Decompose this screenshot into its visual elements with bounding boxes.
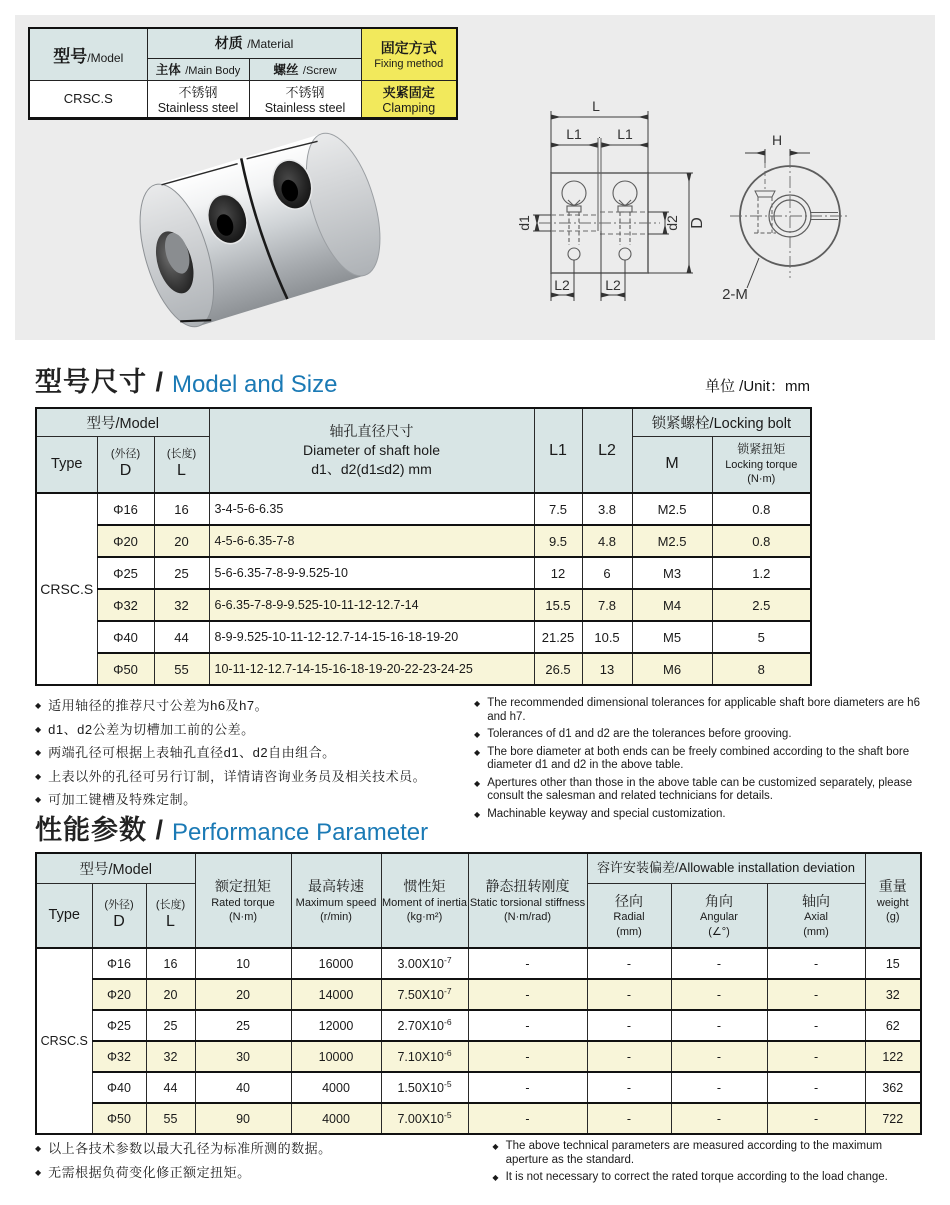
unit-label: 单位 /Unit：mm [704,378,810,395]
table-cell: 6 [582,557,632,589]
table-cell: - [587,1103,671,1134]
table-cell: - [767,1010,865,1041]
table-cell: 55 [154,653,209,685]
table-cell: $7.10X10^{-6}$ [381,1041,468,1072]
table-cell: 0.8 [712,525,811,557]
table-cell: 4000 [291,1103,381,1134]
table-cell: 40 [195,1072,291,1103]
screw-material-value: 不锈钢 Stainless steel [249,80,361,118]
bullet-icon: ◆ [35,795,42,805]
table-cell: 62 [865,1010,921,1041]
svg-text:H: H [771,132,783,148]
table-cell: $1.50X10^{-5}$ [381,1072,468,1103]
model-type-cell: CRSC.S [36,948,92,1134]
table-cell: 5 [712,621,811,653]
table-cell: M6 [632,653,712,685]
table-cell: Φ16 [92,948,146,979]
col-shaft-hole-diameter: 轴孔直径尺寸 Diameter of shaft hole d1、d2(d1≤d2) mm [209,408,534,493]
table-cell: 55 [146,1103,195,1134]
table-cell: - [468,1010,587,1041]
table-cell: - [587,1072,671,1103]
note-text: The recommended dimensional tolerances for applicable shaft bore diameters are h6 and h7. [487,697,920,723]
bullet-icon: ◆ [474,699,481,708]
svg-text:2-M: 2-M [722,286,748,303]
note-text: It is not necessary to correct the rated torque according to the load change. [505,1171,888,1184]
col-l1: L1 [534,408,582,493]
table-cell: 21.25 [534,621,582,653]
table-cell: 8-9-9.525-10-11-12-12.7-14-15-16-18-19-20 [209,621,534,653]
table-cell: 4.8 [582,525,632,557]
col-axial: 轴向 Axial (mm) [767,883,865,948]
section-title-cn: 型号尺寸 / [35,367,165,397]
note-item [35,697,474,715]
note-item [474,746,920,773]
note-text: 无需根据负荷变化修正额定扭矩。 [48,1164,251,1180]
bullet-icon: ◆ [474,809,481,819]
table-cell: 90 [195,1103,291,1134]
table-row [36,589,811,621]
note-text: d1、d2公差为切槽加工前的公差。 [48,721,255,737]
col-group-model: 型号/Model [36,853,195,883]
table-row [36,653,811,685]
table-cell: 1.2 [712,557,811,589]
note-text: 上表以外的孔径可另行订制，详情请咨询业务员及相关技术员。 [48,768,427,784]
table-cell: 0.8 [712,493,811,525]
table-row [36,621,811,653]
table-row [36,948,921,979]
table-cell: 12000 [291,1010,381,1041]
table-cell: 14000 [291,979,381,1010]
svg-text:L2: L2 [605,277,621,293]
table-cell: 16 [154,493,209,525]
table-row [36,979,921,1010]
table-cell: - [767,948,865,979]
table-cell: 32 [865,979,921,1010]
performance-section-heading [35,808,920,847]
note-text: Machinable keyway and special customization. [487,807,726,820]
table-cell: Φ50 [92,1103,146,1134]
table-cell: 3-4-5-6-6.35 [209,493,534,525]
table-row [36,557,811,589]
note-item [492,1171,920,1185]
table-cell: 3.8 [582,493,632,525]
size-notes-en [474,697,920,826]
performance-notes [35,1140,920,1189]
table-cell: M3 [632,557,712,589]
svg-text:D: D [689,217,706,229]
table-cell: $3.00X10^{-7}$ [381,948,468,979]
model-value: CRSC.S [29,80,147,118]
table-row [36,493,811,525]
table-cell: 20 [195,979,291,1010]
table-cell: - [468,979,587,1010]
col-outer-diameter: (外径) D [92,883,146,948]
table-cell: - [468,1041,587,1072]
bullet-icon: ◆ [35,1144,42,1153]
table-cell: 4-5-6-6.35-7-8 [209,525,534,557]
section-title-en: Performance Parameter [172,819,429,846]
table-cell: 7.5 [534,493,582,525]
svg-text:L1: L1 [617,126,633,142]
table-cell: 44 [154,621,209,653]
col-locking-torque: 锁紧扭矩 Locking torque (N·m) [712,436,811,493]
col-length: (长度) L [146,883,195,948]
table-cell: - [671,1041,767,1072]
note-item [35,791,474,809]
col-length: (长度) L [154,436,209,493]
table-cell: 7.8 [582,589,632,621]
note-text: 适用轴径的推荐尺寸公差为h6及h7。 [48,698,269,713]
table-cell: Φ40 [92,1072,146,1103]
table-cell: M4 [632,589,712,621]
table-cell: 5-6-6.35-7-8-9-9.525-10 [209,557,534,589]
main-body-material-value: 不锈钢 Stainless steel [147,80,249,118]
table-cell: M5 [632,621,712,653]
table-cell: - [587,1041,671,1072]
table-cell: - [587,1010,671,1041]
performance-table [35,852,922,1135]
note-item [35,744,474,762]
bullet-icon: ◆ [35,771,42,781]
table-cell: 25 [195,1010,291,1041]
table-cell: 30 [195,1041,291,1072]
note-item [35,721,474,739]
col-moment-of-inertia: 惯性矩 Moment of inertia (kg·m²) [381,853,468,948]
table-cell: 15 [865,948,921,979]
col-main-body: 主体 /Main Body [147,58,249,80]
note-text: The above technical parameters are measured according to the maximum aperture as the standard. [505,1140,883,1166]
note-item [492,1140,920,1167]
table-cell: 16000 [291,948,381,979]
table-cell: - [767,979,865,1010]
col-rated-torque: 额定扭矩 Rated torque (N·m) [195,853,291,948]
table-cell: - [767,1041,865,1072]
col-weight: 重量 weight (g) [865,853,921,948]
table-cell: 6-6.35-7-8-9-9.525-10-11-12-12.7-14 [209,589,534,621]
model-type-cell: CRSC.S [36,493,97,685]
table-cell: Φ32 [92,1041,146,1072]
table-cell: 20 [146,979,195,1010]
note-text: 可加工键槽及特殊定制。 [48,792,197,808]
table-cell: 15.5 [534,589,582,621]
table-cell: Φ32 [97,589,154,621]
col-type: Type [36,436,97,493]
bullet-icon: ◆ [492,1173,499,1183]
note-text: 两端孔径可根据上表轴孔直径d1、d2自由组合。 [48,745,336,761]
note-text: Apertures other than those in the above table can be customized separately, please consult the salesman and related technicians for details. [487,776,913,803]
table-cell: 32 [154,589,209,621]
performance-notes-cn [35,1140,492,1189]
table-cell: 9.5 [534,525,582,557]
table-cell: 10.5 [582,621,632,653]
col-radial: 径向 Radial (mm) [587,883,671,948]
svg-text:L1: L1 [566,126,582,142]
bullet-icon: ◆ [35,1167,42,1177]
size-notes [35,697,920,826]
note-text: 以上各技术参数以最大孔径为标准所测的数据。 [48,1141,332,1156]
table-cell: 8 [712,653,811,685]
bullet-icon: ◆ [35,724,42,734]
table-cell: M2.5 [632,493,712,525]
table-cell: Φ25 [97,557,154,589]
table-cell: 10000 [291,1041,381,1072]
table-cell: $7.00X10^{-5}$ [381,1103,468,1134]
col-static-torsional-stiffness: 静态扭转刚度 Static torsional stiffness (N·m/rad) [468,853,587,948]
table-cell: - [468,1103,587,1134]
col-m: M [632,436,712,493]
table-cell: 20 [154,525,209,557]
material-table [28,27,458,120]
col-screw: 螺丝 /Screw [249,58,361,80]
table-cell: 12 [534,557,582,589]
performance-notes-en [492,1140,920,1189]
table-cell: 4000 [291,1072,381,1103]
note-item [474,697,920,724]
svg-text:d2: d2 [664,215,680,231]
table-cell: 2.5 [712,589,811,621]
bullet-icon: ◆ [474,730,481,740]
table-cell: M2.5 [632,525,712,557]
bullet-icon: ◆ [474,747,481,757]
svg-text:L2: L2 [554,277,570,293]
fixing-method-value: 夹紧固定 Clamping [361,80,457,118]
table-row [36,1072,921,1103]
table-row [36,1041,921,1072]
table-cell: Φ20 [92,979,146,1010]
note-text: Tolerances of d1 and d2 are the tolerances before grooving. [487,728,792,741]
table-cell: - [587,948,671,979]
table-cell: Φ16 [97,493,154,525]
table-row [36,1010,921,1041]
table-cell: 122 [865,1041,921,1072]
table-row [36,525,811,557]
table-cell: Φ50 [97,653,154,685]
product-photo [95,118,425,348]
col-maximum-speed: 最高转速 Maximum speed (r/min) [291,853,381,948]
svg-text:L: L [592,98,600,114]
col-type: Type [36,883,92,948]
bullet-icon: ◆ [35,748,42,758]
note-text: The bore diameter at both ends can be freely combined according to the shaft bore diameter d1 and d2 in the above table. [487,745,910,772]
table-row [36,1103,921,1134]
table-cell: Φ25 [92,1010,146,1041]
table-cell: - [671,1103,767,1134]
table-cell: 362 [865,1072,921,1103]
table-cell: 16 [146,948,195,979]
bullet-icon: ◆ [492,1142,499,1151]
table-cell: - [671,1010,767,1041]
table-cell: 10-11-12-12.7-14-15-16-18-19-20-22-23-24-25 [209,653,534,685]
col-group-locking-bolt: 锁紧螺栓/Locking bolt [632,408,811,436]
col-outer-diameter: (外径) D [97,436,154,493]
table-cell: - [767,1103,865,1134]
bullet-icon: ◆ [474,778,481,788]
note-item [35,768,474,786]
table-cell: 25 [146,1010,195,1041]
table-cell: - [671,948,767,979]
table-cell: $2.70X10^{-6}$ [381,1010,468,1041]
section-title-en: Model and Size [172,371,338,398]
product-overview-panel [15,15,935,340]
table-cell: - [468,948,587,979]
col-angular: 角向 Angular (∠°) [671,883,767,948]
col-l2: L2 [582,408,632,493]
section-title-cn: 性能参数 / [35,815,165,845]
table-cell: Φ40 [97,621,154,653]
col-group-installation-deviation: 容许安装偏差/Allowable installation deviation [587,853,865,883]
table-cell: - [468,1072,587,1103]
col-model: 型号/Model [29,28,147,80]
note-item [474,777,920,804]
table-cell: - [671,1072,767,1103]
table-cell: 44 [146,1072,195,1103]
size-table [35,407,812,686]
table-cell: 722 [865,1103,921,1134]
table-cell: $7.50X10^{-7}$ [381,979,468,1010]
table-cell: 32 [146,1041,195,1072]
table-cell: - [671,979,767,1010]
col-group-model: 型号/Model [36,408,209,436]
col-material: 材质 /Material [147,28,361,58]
col-fixing-method: 固定方式 Fixing method [361,28,457,80]
bullet-icon: ◆ [35,701,42,710]
size-section-heading [35,360,810,399]
table-cell: - [767,1072,865,1103]
note-item [474,728,920,742]
size-notes-cn [35,697,474,826]
table-cell: Φ20 [97,525,154,557]
note-item [35,1164,492,1182]
table-cell: 10 [195,948,291,979]
table-cell: 26.5 [534,653,582,685]
technical-drawing [497,93,877,333]
svg-text:d1: d1 [516,215,532,231]
note-item [35,1140,492,1158]
table-cell: 25 [154,557,209,589]
table-cell: - [587,979,671,1010]
table-cell: 13 [582,653,632,685]
